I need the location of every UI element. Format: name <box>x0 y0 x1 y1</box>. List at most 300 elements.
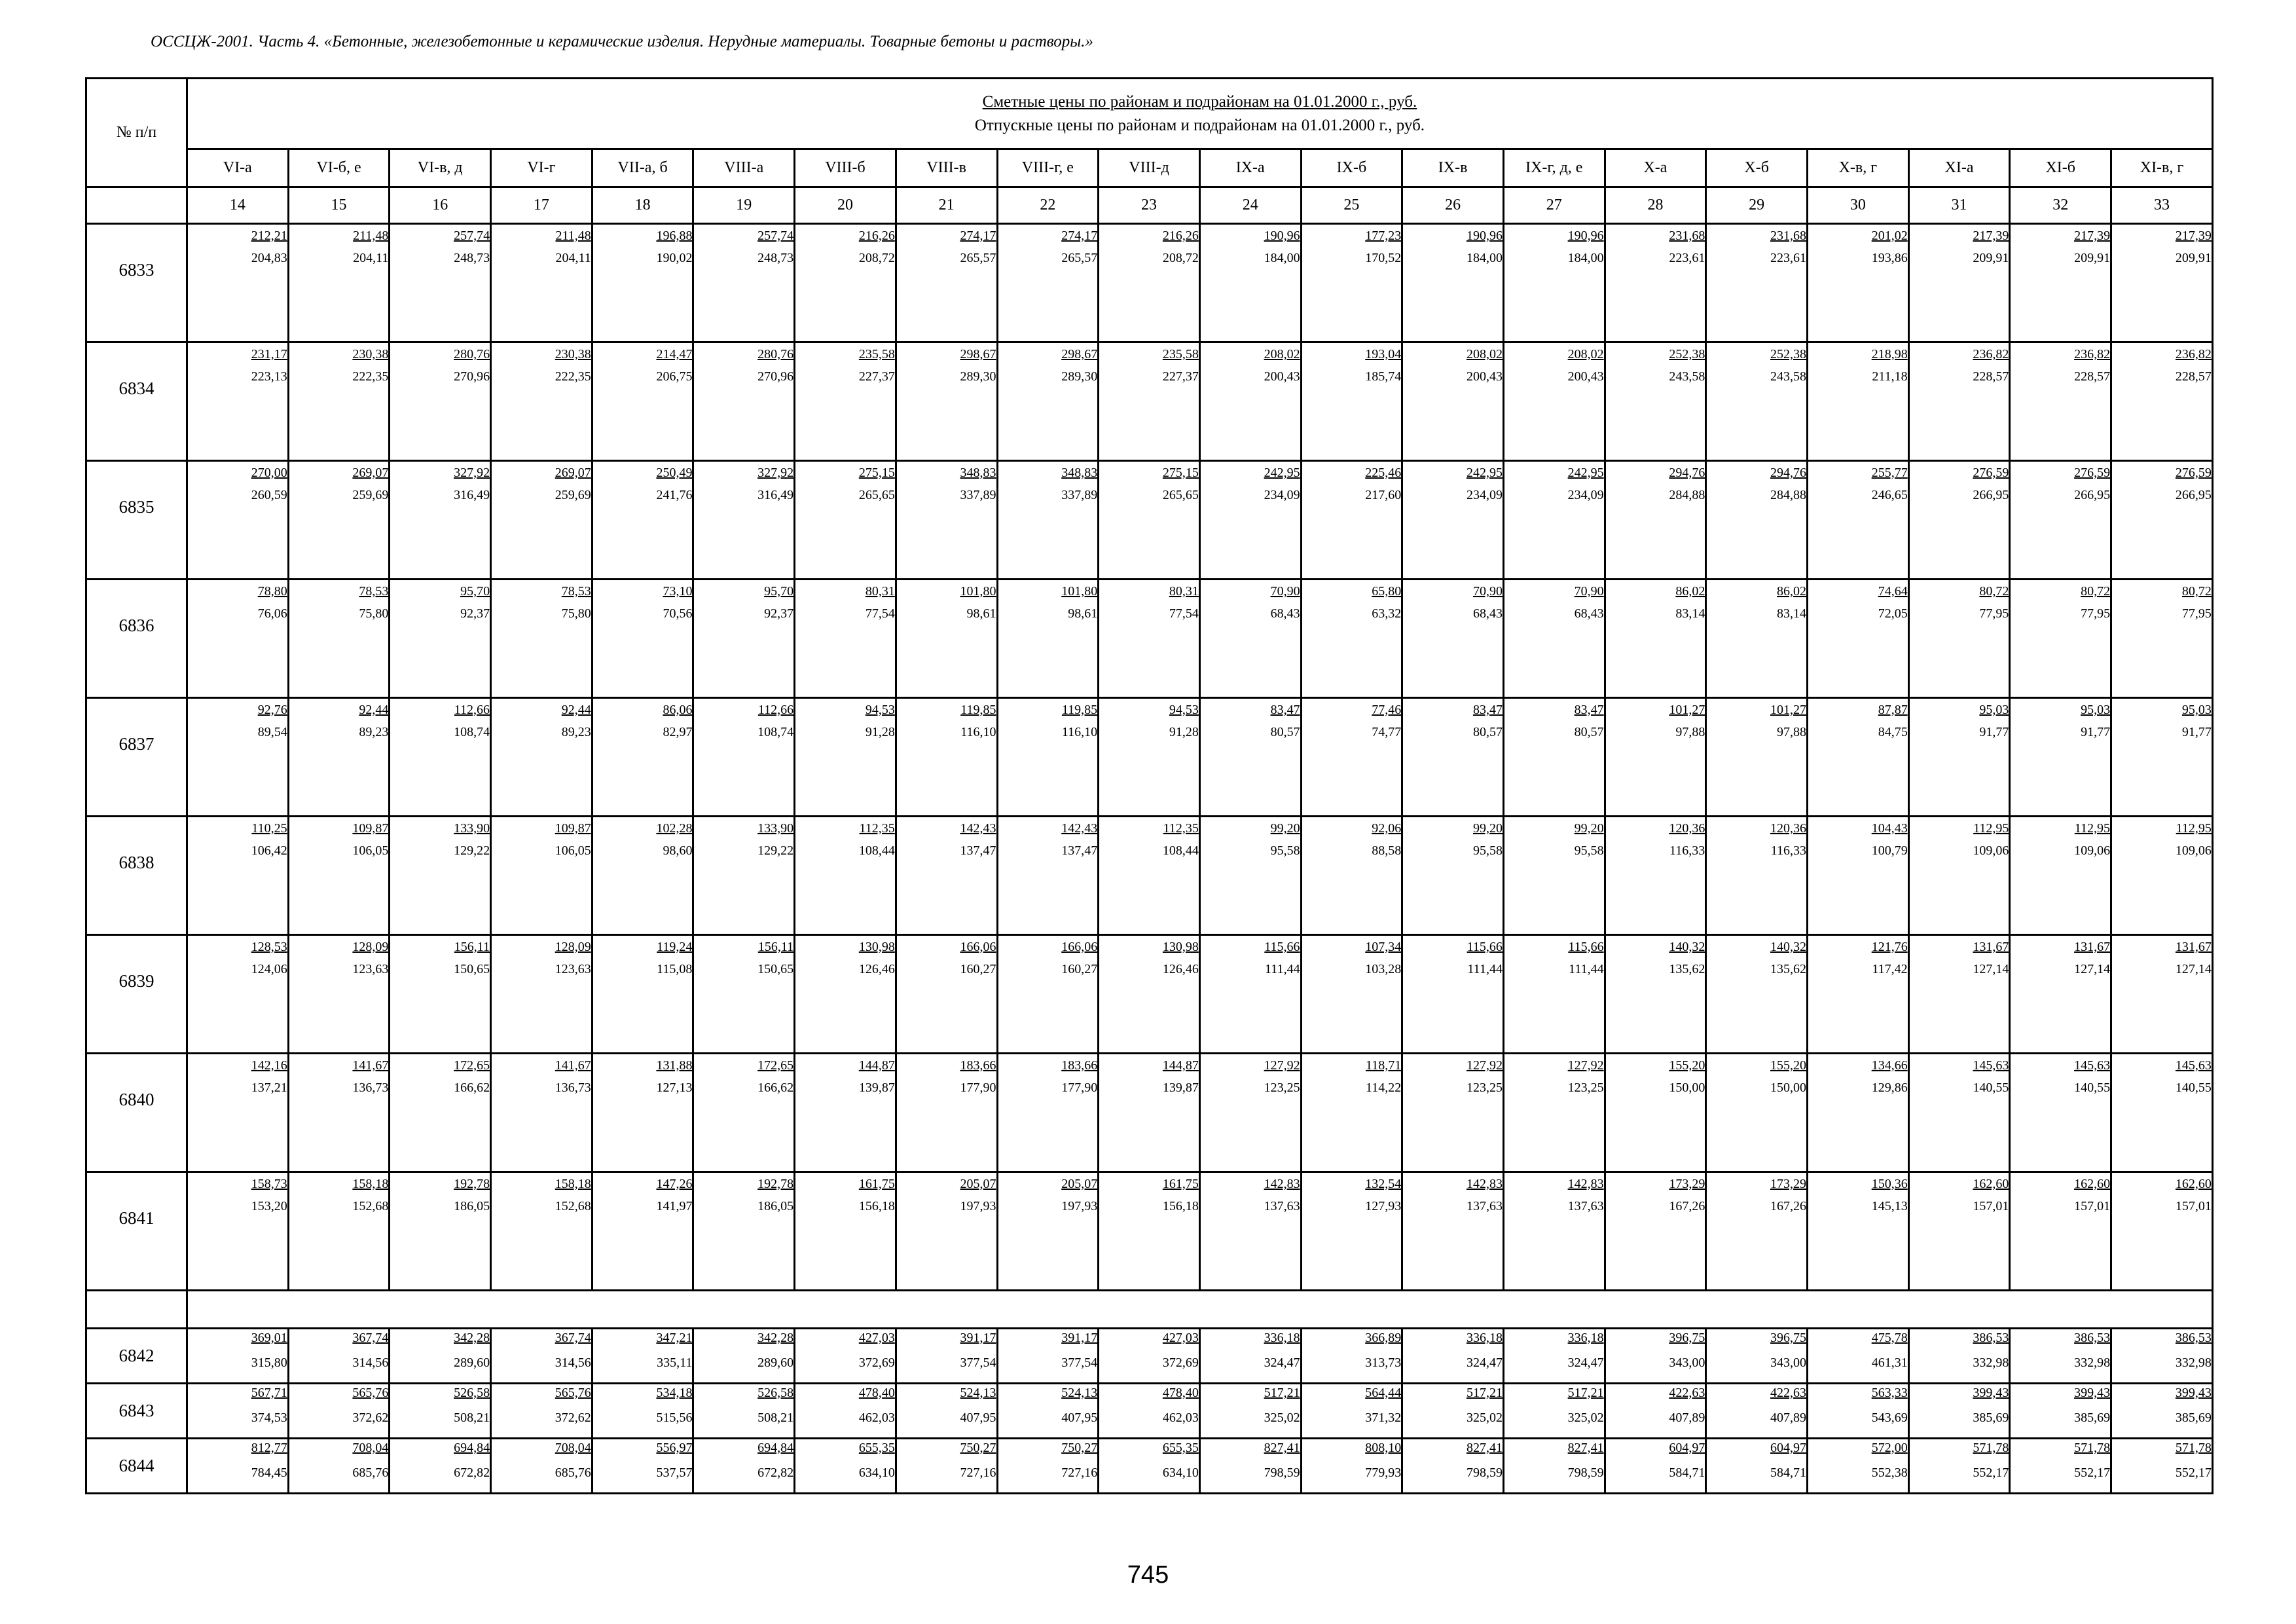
region-header: VIII-а <box>693 149 795 187</box>
estimated-price: 173,29 <box>1770 1177 1806 1191</box>
price-cell <box>491 461 592 580</box>
item-number: 6833 <box>86 224 187 342</box>
region-header: IX-в <box>1402 149 1504 187</box>
estimated-price: 565,76 <box>352 1386 389 1400</box>
estimated-price: 827,41 <box>1567 1441 1604 1455</box>
column-number: 29 <box>1706 187 1808 224</box>
estimated-price: 230,38 <box>555 347 591 361</box>
estimated-price: 120,36 <box>1669 821 1705 836</box>
estimated-price: 112,35 <box>859 821 895 836</box>
price-cell <box>795 1329 896 1384</box>
column-number: 22 <box>997 187 1099 224</box>
item-number: 6841 <box>86 1172 187 1291</box>
estimated-price: 571,78 <box>1973 1441 2009 1455</box>
estimated-price: 427,03 <box>1162 1331 1199 1345</box>
price-cell <box>288 1439 390 1494</box>
release-price: 515,56 <box>656 1411 693 1425</box>
release-price: 68,43 <box>1574 606 1604 621</box>
price-cell <box>1402 1439 1504 1494</box>
release-price: 190,02 <box>656 251 693 265</box>
release-price: 170,52 <box>1365 251 1402 265</box>
estimated-price: 571,78 <box>2074 1441 2111 1455</box>
release-price: 325,02 <box>1567 1411 1604 1425</box>
estimated-price: 342,28 <box>454 1331 490 1345</box>
release-price: 374,53 <box>251 1411 287 1425</box>
estimated-price: 128,53 <box>251 940 287 954</box>
price-cell <box>2010 698 2111 817</box>
price-cell <box>1099 580 1200 698</box>
release-price: 197,93 <box>1061 1199 1098 1213</box>
release-price: 98,61 <box>1068 606 1098 621</box>
price-cell <box>1099 1172 1200 1291</box>
release-price: 200,43 <box>1264 369 1300 384</box>
estimated-price: 399,43 <box>1973 1386 2009 1400</box>
price-cell <box>1605 224 1706 342</box>
price-cell <box>1199 1439 1301 1494</box>
price-cell <box>491 1329 592 1384</box>
estimated-price: 161,75 <box>858 1177 895 1191</box>
release-price: 76,06 <box>257 606 287 621</box>
release-price: 552,17 <box>2074 1466 2111 1480</box>
price-cell <box>1099 342 1200 461</box>
price-cell <box>2010 1172 2111 1291</box>
release-price: 552,17 <box>2175 1466 2212 1480</box>
price-cell <box>1808 1172 1909 1291</box>
price-cell <box>187 342 289 461</box>
price-cell <box>997 224 1099 342</box>
title-line-release: Отпускные цены по районам и подрайонам на 01.01.2000 г., руб. <box>974 116 1425 134</box>
release-price: 211,18 <box>1872 369 1908 384</box>
price-cell <box>1908 342 2010 461</box>
price-cell <box>1706 817 1808 935</box>
price-cell <box>1199 935 1301 1054</box>
estimated-price: 87,87 <box>1878 703 1908 717</box>
estimated-price: 94,53 <box>1169 703 1199 717</box>
release-price: 208,72 <box>1162 251 1199 265</box>
estimated-price: 101,27 <box>1669 703 1705 717</box>
price-cell <box>592 817 693 935</box>
estimated-price: 78,53 <box>561 584 591 599</box>
price-cell <box>1199 698 1301 817</box>
price-cell <box>1199 1054 1301 1172</box>
price-cell <box>491 698 592 817</box>
estimated-price: 567,71 <box>251 1386 287 1400</box>
price-cell <box>693 1384 795 1439</box>
release-price: 228,57 <box>1973 369 2009 384</box>
estimated-price: 216,26 <box>1162 229 1199 243</box>
price-cell <box>1301 1384 1402 1439</box>
price-cell <box>288 342 390 461</box>
estimated-price: 517,21 <box>1264 1386 1300 1400</box>
release-price: 80,57 <box>1574 725 1604 739</box>
estimated-price: 655,35 <box>1162 1441 1199 1455</box>
estimated-price: 80,72 <box>2181 584 2212 599</box>
column-number-row <box>86 187 2213 224</box>
price-cell <box>795 461 896 580</box>
price-cell <box>1908 935 2010 1054</box>
release-price: 100,79 <box>1871 843 1908 858</box>
estimated-price: 141,67 <box>352 1058 389 1073</box>
title-row <box>86 79 2213 149</box>
release-price: 140,55 <box>2074 1080 2111 1095</box>
price-cell <box>1908 1439 2010 1494</box>
release-price: 108,74 <box>454 725 490 739</box>
column-number: 28 <box>1605 187 1706 224</box>
price-cell <box>2010 1054 2111 1172</box>
release-price: 116,10 <box>960 725 996 739</box>
price-cell <box>1402 224 1504 342</box>
release-price: 95,58 <box>1574 843 1604 858</box>
release-price: 372,62 <box>352 1411 389 1425</box>
price-cell <box>997 935 1099 1054</box>
price-cell <box>390 1054 491 1172</box>
release-price: 109,06 <box>1973 843 2009 858</box>
release-price: 208,72 <box>858 251 895 265</box>
release-price: 266,95 <box>1973 488 2009 502</box>
release-price: 385,69 <box>1973 1411 2009 1425</box>
estimated-price: 127,92 <box>1466 1058 1503 1073</box>
estimated-price: 101,80 <box>1061 584 1098 599</box>
table-title <box>187 79 2213 149</box>
estimated-price: 526,58 <box>454 1386 490 1400</box>
column-number: 18 <box>592 187 693 224</box>
release-price: 95,58 <box>1270 843 1300 858</box>
estimated-price: 269,07 <box>352 466 389 480</box>
estimated-price: 708,04 <box>555 1441 591 1455</box>
release-price: 324,47 <box>1264 1356 1300 1370</box>
price-cell <box>1099 224 1200 342</box>
estimated-price: 102,28 <box>656 821 693 836</box>
price-cell <box>693 1054 795 1172</box>
price-cell <box>1908 461 2010 580</box>
estimated-price: 92,44 <box>561 703 591 717</box>
price-cell <box>1199 817 1301 935</box>
estimated-price: 104,43 <box>1871 821 1908 836</box>
release-price: 315,80 <box>251 1356 287 1370</box>
estimated-price: 708,04 <box>352 1441 389 1455</box>
separator-cell <box>86 1291 187 1329</box>
region-header: XI-б <box>2010 149 2111 187</box>
release-price: 289,30 <box>960 369 996 384</box>
release-price: 127,93 <box>1365 1199 1402 1213</box>
release-price: 200,43 <box>1466 369 1503 384</box>
price-cell <box>1808 580 1909 698</box>
estimated-price: 396,75 <box>1669 1331 1705 1345</box>
region-header: IX-а <box>1199 149 1301 187</box>
price-cell <box>1199 461 1301 580</box>
estimated-price: 145,63 <box>2175 1058 2212 1073</box>
estimated-price: 92,06 <box>1372 821 1402 836</box>
estimated-price: 386,53 <box>2074 1331 2111 1345</box>
price-cell <box>896 461 997 580</box>
estimated-price: 107,34 <box>1365 940 1402 954</box>
release-price: 184,00 <box>1264 251 1300 265</box>
estimated-price: 276,59 <box>2074 466 2111 480</box>
price-cell <box>1402 1054 1504 1172</box>
release-price: 77,95 <box>2181 606 2212 621</box>
estimated-price: 130,98 <box>1162 940 1199 954</box>
price-cell <box>1199 1384 1301 1439</box>
price-cell <box>2111 1172 2213 1291</box>
estimated-price: 158,73 <box>251 1177 287 1191</box>
release-price: 197,93 <box>960 1199 996 1213</box>
release-price: 222,35 <box>555 369 591 384</box>
estimated-price: 211,48 <box>353 229 389 243</box>
release-price: 685,76 <box>555 1466 591 1480</box>
release-price: 206,75 <box>656 369 693 384</box>
region-header: XI-а <box>1908 149 2010 187</box>
release-price: 241,76 <box>656 488 693 502</box>
price-cell <box>2010 1384 2111 1439</box>
price-cell <box>1503 1172 1605 1291</box>
estimated-price: 158,18 <box>555 1177 591 1191</box>
release-price: 137,63 <box>1466 1199 1503 1213</box>
price-cell <box>2111 224 2213 342</box>
estimated-price: 369,01 <box>251 1331 287 1345</box>
price-cell <box>187 1172 289 1291</box>
release-price: 129,22 <box>757 843 794 858</box>
region-header: VI-в, д <box>390 149 491 187</box>
price-cell <box>1908 1384 2010 1439</box>
estimated-price: 112,66 <box>454 703 490 717</box>
release-price: 68,43 <box>1270 606 1300 621</box>
price-cell <box>1301 817 1402 935</box>
estimated-price: 80,31 <box>865 584 895 599</box>
estimated-price: 225,46 <box>1365 466 1402 480</box>
estimated-price: 121,76 <box>1871 940 1908 954</box>
estimated-price: 155,20 <box>1669 1058 1705 1073</box>
price-cell <box>491 342 592 461</box>
price-cell <box>288 698 390 817</box>
item-number: 6843 <box>86 1384 187 1439</box>
price-cell <box>1199 224 1301 342</box>
price-cell <box>1706 698 1808 817</box>
estimated-price: 231,17 <box>251 347 287 361</box>
price-cell <box>1301 935 1402 1054</box>
price-cell <box>1706 1384 1808 1439</box>
price-cell <box>1605 1384 1706 1439</box>
release-price: 160,27 <box>960 962 996 976</box>
estimated-price: 231,68 <box>1669 229 1705 243</box>
price-cell <box>896 817 997 935</box>
estimated-price: 83,47 <box>1472 703 1503 717</box>
estimated-price: 327,92 <box>454 466 490 480</box>
estimated-price: 348,83 <box>1061 466 1098 480</box>
release-price: 140,55 <box>1973 1080 2009 1095</box>
release-price: 75,80 <box>561 606 591 621</box>
price-cell <box>1706 935 1808 1054</box>
column-number: 24 <box>1199 187 1301 224</box>
release-price: 234,09 <box>1264 488 1300 502</box>
estimated-price: 118,71 <box>1365 1058 1402 1073</box>
price-cell <box>1301 580 1402 698</box>
region-header-row <box>86 149 2213 187</box>
release-price: 156,18 <box>858 1199 895 1213</box>
estimated-price: 257,74 <box>757 229 794 243</box>
release-price: 91,77 <box>2081 725 2111 739</box>
estimated-price: 427,03 <box>858 1331 895 1345</box>
estimated-price: 192,78 <box>454 1177 490 1191</box>
release-price: 727,16 <box>960 1466 996 1480</box>
release-price: 91,28 <box>1169 725 1199 739</box>
estimated-price: 255,77 <box>1871 466 1908 480</box>
item-number: 6839 <box>86 935 187 1054</box>
estimated-price: 109,87 <box>352 821 389 836</box>
release-price: 75,80 <box>359 606 389 621</box>
estimated-price: 173,29 <box>1669 1177 1705 1191</box>
price-cell <box>1402 1172 1504 1291</box>
price-cell <box>1908 817 2010 935</box>
region-header: X-а <box>1605 149 1706 187</box>
price-cell <box>1808 1384 1909 1439</box>
estimated-price: 86,02 <box>1675 584 1705 599</box>
price-cell <box>1503 461 1605 580</box>
price-cell <box>1503 1054 1605 1172</box>
estimated-price: 77,46 <box>1372 703 1402 717</box>
table-row <box>86 580 2213 698</box>
estimated-price: 162,60 <box>2175 1177 2212 1191</box>
price-cell <box>2010 342 2111 461</box>
region-header: VIII-д <box>1099 149 1200 187</box>
release-price: 98,61 <box>966 606 996 621</box>
estimated-price: 95,03 <box>2181 703 2212 717</box>
estimated-price: 177,23 <box>1365 229 1402 243</box>
release-price: 89,23 <box>561 725 591 739</box>
release-price: 377,54 <box>960 1356 996 1370</box>
release-price: 126,46 <box>858 962 895 976</box>
estimated-price: 74,64 <box>1878 584 1908 599</box>
release-price: 266,95 <box>2074 488 2111 502</box>
estimated-price: 208,02 <box>1264 347 1300 361</box>
price-cell <box>997 580 1099 698</box>
price-cell <box>1706 580 1808 698</box>
release-price: 150,65 <box>454 962 490 976</box>
estimated-price: 94,53 <box>865 703 895 717</box>
estimated-price: 478,40 <box>858 1386 895 1400</box>
estimated-price: 212,21 <box>251 229 287 243</box>
release-price: 108,44 <box>1162 843 1199 858</box>
price-cell <box>693 461 795 580</box>
region-header: XI-в, г <box>2111 149 2213 187</box>
price-cell <box>390 817 491 935</box>
price-table-body <box>86 79 2213 1494</box>
region-header: VIII-б <box>795 149 896 187</box>
price-cell <box>491 1384 592 1439</box>
price-cell <box>795 817 896 935</box>
price-cell <box>1503 698 1605 817</box>
price-cell <box>2010 935 2111 1054</box>
item-number: 6840 <box>86 1054 187 1172</box>
estimated-price: 112,95 <box>1973 821 2009 836</box>
estimated-price: 140,32 <box>1770 940 1806 954</box>
title-line-estimated: Сметные цены по районам и подрайонам на 01.01.2000 г., руб. <box>982 92 1417 111</box>
estimated-price: 132,54 <box>1365 1177 1402 1191</box>
estimated-price: 201,02 <box>1871 229 1908 243</box>
release-price: 270,96 <box>757 369 794 384</box>
release-price: 129,86 <box>1871 1080 1908 1095</box>
release-price: 137,47 <box>960 843 996 858</box>
estimated-price: 156,11 <box>757 940 794 954</box>
release-price: 116,33 <box>1669 843 1705 858</box>
release-price: 129,22 <box>454 843 490 858</box>
estimated-price: 218,98 <box>1871 347 1908 361</box>
estimated-price: 80,72 <box>1979 584 2009 599</box>
estimated-price: 275,15 <box>858 466 895 480</box>
release-price: 150,00 <box>1669 1080 1705 1095</box>
price-cell <box>1402 580 1504 698</box>
release-price: 116,10 <box>1061 725 1098 739</box>
price-cell <box>2111 817 2213 935</box>
price-cell <box>491 1054 592 1172</box>
region-header: X-б <box>1706 149 1808 187</box>
table-row <box>86 461 2213 580</box>
release-price: 407,95 <box>960 1411 996 1425</box>
release-price: 123,63 <box>352 962 389 976</box>
estimated-price: 524,13 <box>1061 1386 1098 1400</box>
price-cell <box>390 698 491 817</box>
price-cell <box>187 461 289 580</box>
price-cell <box>1301 1054 1402 1172</box>
estimated-price: 231,68 <box>1770 229 1806 243</box>
price-cell <box>1908 1172 2010 1291</box>
column-number: 14 <box>187 187 289 224</box>
estimated-price: 336,18 <box>1264 1331 1300 1345</box>
region-header: VI-г <box>491 149 592 187</box>
estimated-price: 604,97 <box>1770 1441 1806 1455</box>
price-cell <box>288 1172 390 1291</box>
price-cell <box>592 224 693 342</box>
estimated-price: 257,74 <box>454 229 490 243</box>
price-cell <box>592 461 693 580</box>
release-price: 217,60 <box>1365 488 1402 502</box>
release-price: 193,86 <box>1871 251 1908 265</box>
estimated-price: 172,65 <box>454 1058 490 1073</box>
release-price: 372,69 <box>1162 1356 1199 1370</box>
estimated-price: 119,24 <box>657 940 693 954</box>
release-price: 552,38 <box>1871 1466 1908 1480</box>
estimated-price: 208,02 <box>1466 347 1503 361</box>
release-price: 462,03 <box>1162 1411 1199 1425</box>
release-price: 284,88 <box>1770 488 1806 502</box>
item-number: 6838 <box>86 817 187 935</box>
price-cell <box>1808 817 1909 935</box>
price-cell <box>390 935 491 1054</box>
estimated-price: 827,41 <box>1466 1441 1503 1455</box>
estimated-price: 83,47 <box>1574 703 1604 717</box>
price-cell <box>390 1172 491 1291</box>
price-cell <box>1099 935 1200 1054</box>
release-price: 108,74 <box>757 725 794 739</box>
estimated-price: 327,92 <box>757 466 794 480</box>
release-price: 227,37 <box>858 369 895 384</box>
price-cell <box>592 1329 693 1384</box>
release-price: 150,00 <box>1770 1080 1806 1095</box>
release-price: 98,60 <box>663 843 693 858</box>
release-price: 314,56 <box>555 1356 591 1370</box>
estimated-price: 65,80 <box>1372 584 1402 599</box>
release-price: 316,49 <box>757 488 794 502</box>
price-cell <box>1301 1439 1402 1494</box>
release-price: 337,89 <box>960 488 996 502</box>
release-price: 141,97 <box>656 1199 693 1213</box>
price-cell <box>1099 817 1200 935</box>
estimated-price: 269,07 <box>555 466 591 480</box>
release-price: 84,75 <box>1878 725 1908 739</box>
price-cell <box>1605 1172 1706 1291</box>
price-cell <box>288 935 390 1054</box>
price-cell <box>390 1329 491 1384</box>
estimated-price: 694,84 <box>454 1441 490 1455</box>
